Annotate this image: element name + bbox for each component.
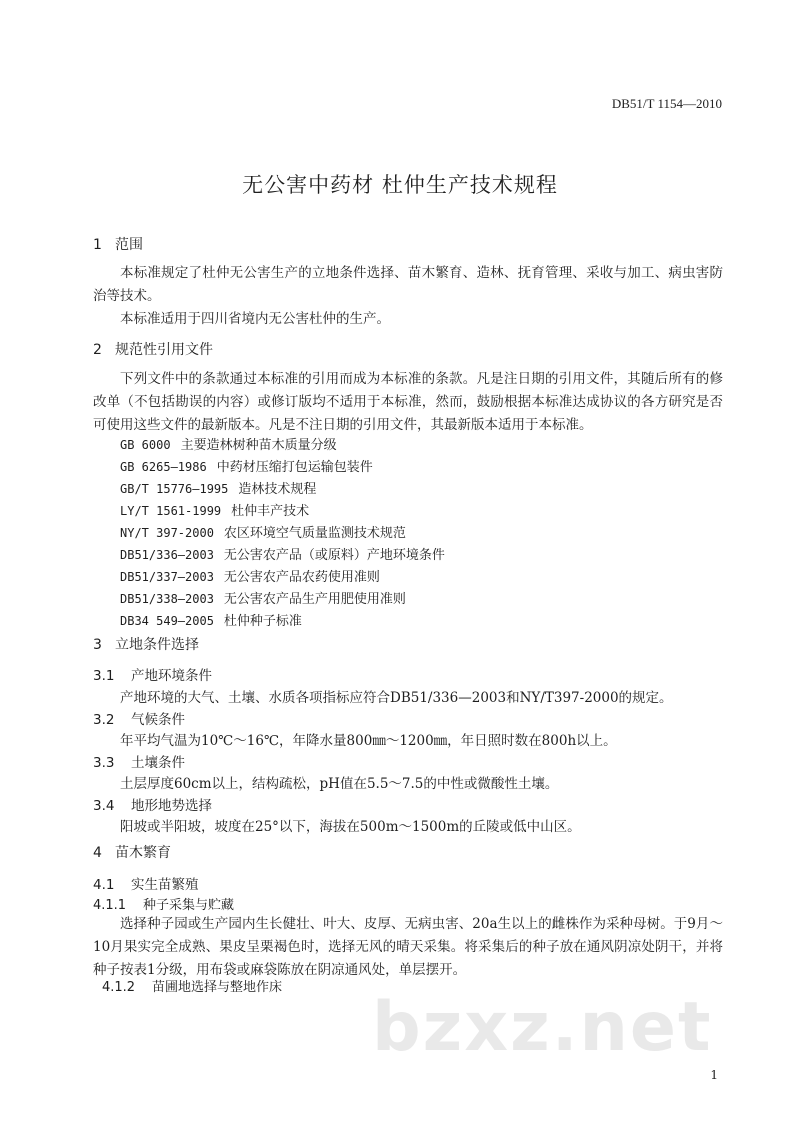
section-3-heading — [93, 634, 199, 654]
reference-title: 主要造林树种苗木质量分级 — [180, 438, 337, 453]
subsection-heading — [93, 664, 212, 684]
subsection-number: 3.3 — [93, 755, 115, 771]
subsection-text: 土层厚度60cm以上，结构疏松，pH值在5.5～7.5的中性或微酸性土壤。 — [120, 776, 559, 792]
section-4-heading — [93, 842, 171, 862]
subsection-heading — [93, 873, 199, 893]
reference-item — [120, 610, 302, 629]
reference-title: 杜仲种子标准 — [223, 614, 302, 629]
reference-item — [120, 544, 445, 563]
document-title: 无公害中药材 杜仲生产技术规程 — [242, 173, 558, 197]
watermark-text: bzxz.net — [372, 988, 713, 1067]
subsection-text: 阳坡或半阳坡，坡度在25°以下，海拔在500m～1500m的丘陵或低中山区。 — [120, 819, 581, 835]
section-title: 苗木繁育 — [115, 845, 171, 861]
applicability-paragraph: 本标准适用于四川省境内无公害杜仲的生产。 — [120, 311, 390, 327]
subsection-number: 3.2 — [93, 712, 115, 728]
subsection-number: 3.1 — [93, 668, 115, 684]
reference-title: 中药材压缩打包运输包装件 — [216, 460, 373, 475]
reference-code: DB51/336—2003 — [120, 548, 214, 562]
section-title: 立地条件选择 — [115, 637, 199, 653]
reference-code: DB51/338—2003 — [120, 592, 214, 606]
standard-code: DB51/T 1154—2010 — [611, 96, 722, 111]
clause-title: 苗圃地选择与整地作床 — [152, 980, 283, 995]
subsection-heading — [93, 708, 185, 728]
subsection-text: 产地环境的大气、土壤、水质各项指标应符合DB51/336—2003和NY/T397-2000的规定。 — [120, 690, 673, 706]
section-2-heading — [93, 339, 213, 359]
reference-item — [120, 566, 380, 585]
subsection-title: 实生苗繁殖 — [131, 877, 199, 893]
section-number: 4 — [93, 845, 102, 861]
reference-item — [120, 588, 406, 607]
clause-text: 选择种子园或生产园内生长健壮、叶大、皮厚、无病虫害、20a生以上的雌株作为采种母树。于9月～10月果实完全成熟、果皮呈栗褐色时，选择无风的晴天采集。将采集后的种子放在通风阴凉处阴干，并将种子按表1分级，用布袋或麻袋陈放在阴凉通风处，单层摆开。 — [93, 916, 723, 978]
clause-number: 4.1.1 — [93, 898, 127, 913]
subsection-title: 产地环境条件 — [131, 668, 212, 684]
clause-number: 4.1.2 — [102, 980, 136, 995]
reference-title: 无公害农产品农药使用准则 — [223, 570, 380, 585]
page-number: 1 — [710, 1068, 718, 1082]
reference-item — [120, 456, 373, 475]
reference-item — [120, 500, 309, 519]
reference-item — [120, 478, 316, 497]
reference-code: GB/T 15776—1995 — [120, 482, 229, 496]
reference-code: DB34 549—2005 — [120, 614, 214, 628]
subsection-heading — [93, 751, 185, 771]
subsection-number: 3.4 — [93, 798, 115, 814]
subsection-title: 地形地势选择 — [131, 798, 212, 814]
subsection-title: 气候条件 — [131, 712, 185, 728]
section-title: 范围 — [115, 237, 143, 253]
reference-title: 无公害农产品生产用肥使用准则 — [223, 592, 406, 607]
reference-code: NY/T 397-2000 — [120, 526, 214, 540]
subsection-number: 4.1 — [93, 877, 115, 893]
reference-title: 杜仲丰产技术 — [231, 504, 310, 519]
reference-title: 农区环境空气质量监测技术规范 — [223, 526, 406, 541]
reference-item — [120, 434, 337, 453]
subsection-heading — [93, 794, 212, 814]
section-number: 3 — [93, 637, 102, 653]
subsection-text: 年平均气温为10℃～16℃，年降水量800㎜～1200㎜，年日照时数在800h以上。 — [120, 733, 617, 749]
section-number: 1 — [93, 237, 102, 253]
reference-item — [120, 522, 406, 541]
clause-heading — [93, 894, 234, 913]
reference-code: LY/T 1561-1999 — [120, 504, 222, 518]
clause-title: 种子采集与贮藏 — [143, 898, 235, 913]
section-1-heading — [93, 234, 143, 254]
section-number: 2 — [93, 342, 102, 358]
reference-code: GB 6265—1986 — [120, 460, 207, 474]
reference-title: 无公害农产品（或原料）产地环境条件 — [223, 548, 445, 563]
reference-title: 造林技术规程 — [238, 482, 317, 497]
scope-paragraph: 本标准规定了杜仲无公害生产的立地条件选择、苗木繁育、造林、抚育管理、采收与加工、病虫害防治等技术。 — [93, 265, 723, 304]
reference-code: GB 6000 — [120, 438, 171, 452]
clause-heading — [102, 976, 282, 995]
section-title: 规范性引用文件 — [115, 342, 213, 358]
reference-code: DB51/337—2003 — [120, 570, 214, 584]
normative-references-paragraph: 下列文件中的条款通过本标准的引用而成为本标准的条款。凡是注日期的引用文件，其随后所有的修改单（不包括勘误的内容）或修订版均不适用于本标准，然而，鼓励根据本标准达成协议的各方研究是否可使用这些文件的最新版本。凡是不注日期的引用文件，其最新版本适用于本标准。 — [93, 371, 723, 433]
subsection-title: 土壤条件 — [131, 755, 185, 771]
